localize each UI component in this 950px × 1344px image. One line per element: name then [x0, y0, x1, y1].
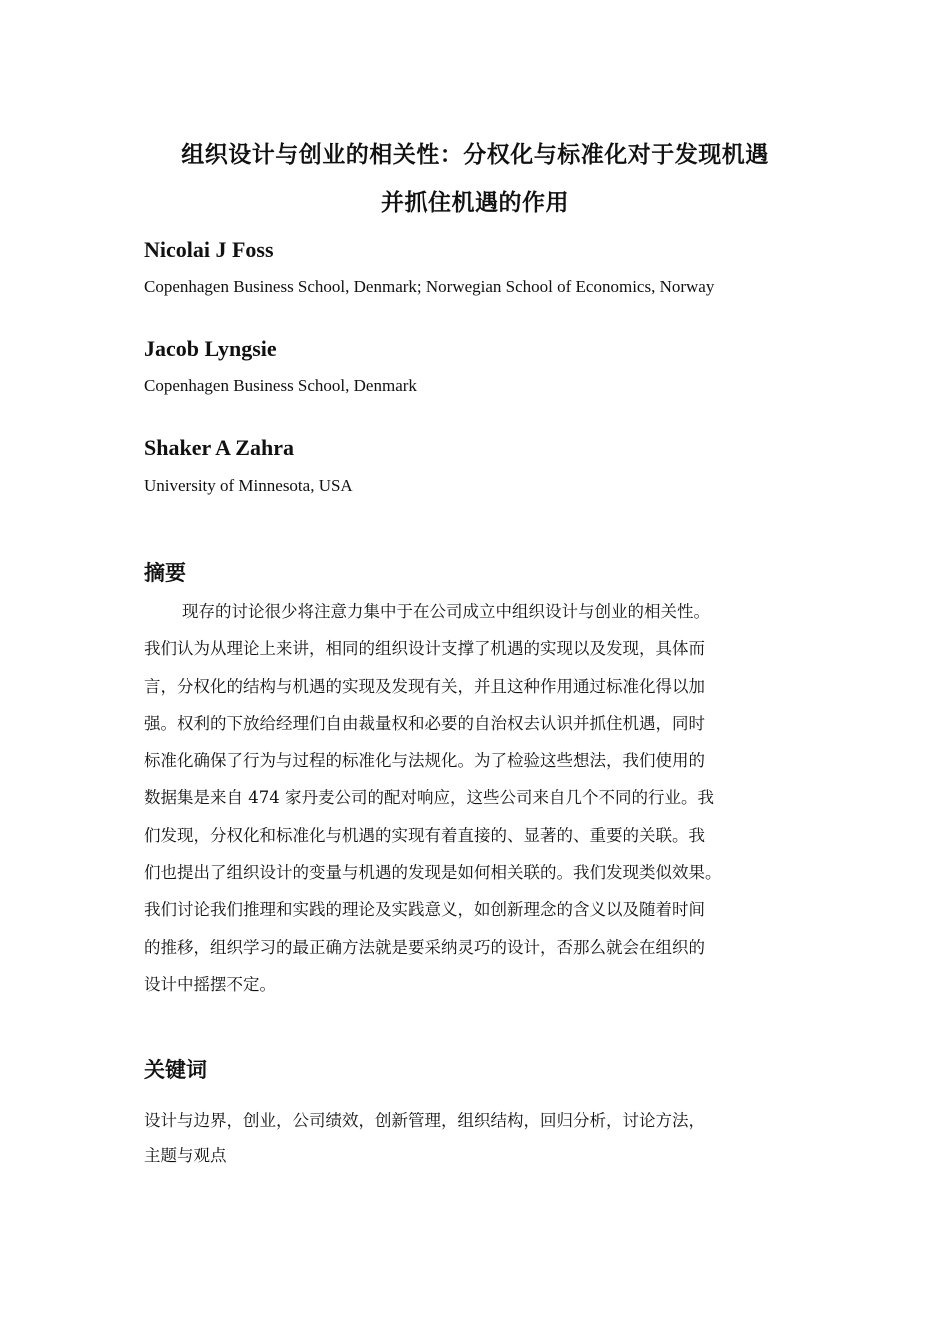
author-affiliation: Copenhagen Business School, Denmark [144, 376, 417, 395]
abstract-line: 言，分权化的结构与机遇的实现及发现有关，并且这种作用通过标准化得以加 [144, 676, 705, 696]
keywords-heading: 关键词 [144, 1058, 207, 1082]
author-affiliation: Copenhagen Business School, Denmark; Norwegian School of Economics, Norway [144, 277, 715, 296]
paper-title-line-1: 组织设计与创业的相关性：分权化与标准化对于发现机遇 [181, 142, 769, 168]
abstract-line: 们也提出了组织设计的变量与机遇的发现是如何相关联的。我们发现类似效果。 [144, 863, 722, 883]
keywords-line: 主题与观点 [144, 1146, 227, 1165]
abstract-body [144, 593, 824, 1003]
abstract-line: 标准化确保了行为与过程的标准化与法规化。为了检验这些想法，我们使用的 [144, 751, 705, 771]
abstract-line: 强。权利的下放给经理们自由裁量权和必要的自治权去认识并抓住机遇，同时 [144, 713, 705, 733]
paper-title [100, 131, 850, 227]
abstract-line: 们发现，分权化和标准化与机遇的实现有着直接的、显著的、重要的关联。我 [144, 825, 705, 845]
abstract-heading: 摘要 [144, 561, 186, 585]
paper-title-line-2: 并抓住机遇的作用 [381, 190, 569, 216]
abstract-line: 我们认为从理论上来讲，相同的组织设计支撑了机遇的实现以及发现，具体而 [144, 639, 705, 659]
abstract-line: 的推移，组织学习的最正确方法就是要采纳灵巧的设计，否那么就会在组织的 [144, 937, 705, 957]
keywords-line: 设计与边界，创业，公司绩效，创新管理，组织结构，回归分析，讨论方法， [144, 1111, 705, 1130]
abstract-line: 我们讨论我们推理和实践的理论及实践意义，如创新理念的含义以及随着时间 [144, 900, 705, 920]
abstract-line: 设计中摇摆不定。 [144, 974, 276, 994]
abstract-line: 数据集是来自 474 家丹麦公司的配对响应，这些公司来自几个不同的行业。我 [144, 788, 714, 808]
author-name: Shaker A Zahra [144, 435, 294, 460]
abstract-line: 现存的讨论很少将注意力集中于在公司成立中组织设计与创业的相关性。 [182, 602, 710, 621]
author-affiliation: University of Minnesota, USA [144, 476, 353, 495]
author-name: Nicolai J Foss [144, 237, 274, 262]
author-name: Jacob Lyngsie [144, 336, 277, 361]
keywords-body [144, 1103, 824, 1173]
